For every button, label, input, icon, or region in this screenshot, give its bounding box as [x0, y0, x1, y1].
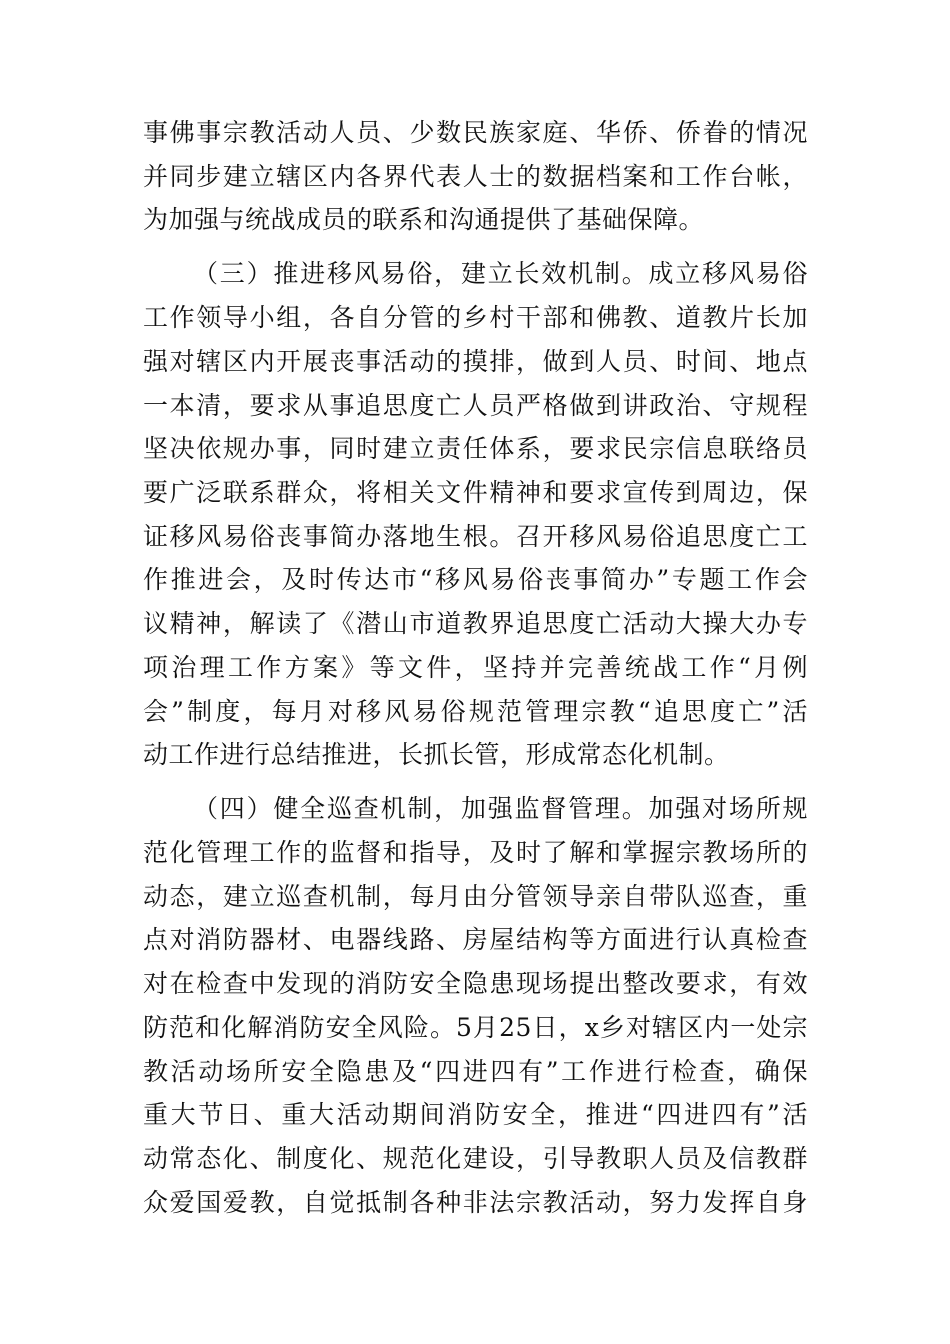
text-line: 范化管理工作的监督和指导，及时了解和掌握宗教场所的 — [143, 838, 808, 867]
text-line: 教活动场所安全隐患及“四进四有”工作进行检查，确保 — [143, 1057, 808, 1086]
text-line: 工作领导小组，各自分管的乡村干部和佛教、道教片长加 — [143, 303, 808, 332]
text-line: 为加强与统战成员的联系和沟通提供了基础保障。 — [143, 205, 705, 234]
text-line: 动常态化、制度化、规范化建设，引导教职人员及信教群 — [143, 1144, 808, 1173]
text-line: 作推进会，及时传达市“移风易俗丧事简办”专题工作会 — [143, 565, 808, 594]
text-line: 点对消防器材、电器线路、房屋结构等方面进行认真检查 — [143, 925, 808, 954]
section-heading-3: （三）推进移风易俗，建立长效机制。成立移风易俗 — [193, 259, 808, 288]
text-line: 重大节日、重大活动期间消防安全，推进“四进四有”活 — [143, 1100, 808, 1129]
text-line: 防范和化解消防安全风险。5月25日，x乡对辖区内一处宗 — [143, 1013, 808, 1042]
text-line: 强对辖区内开展丧事活动的摸排，做到人员、时间、地点 — [143, 347, 808, 376]
text-line: 对在检查中发现的消防安全隐患现场提出整改要求，有效 — [143, 969, 808, 998]
text-line: 众爱国爱教，自觉抵制各种非法宗教活动，努力发挥自身 — [143, 1188, 808, 1217]
section-heading-4: （四）健全巡查机制，加强监督管理。加强对场所规 — [193, 794, 808, 823]
text-line: 动态，建立巡查机制，每月由分管领导亲自带队巡查，重 — [143, 882, 808, 911]
text-line: 并同步建立辖区内各界代表人士的数据档案和工作台帐， — [143, 162, 808, 191]
text-line: 议精神，解读了《潜山市道教界追思度亡活动大操大办专 — [143, 609, 808, 638]
text-line: 坚决依规办事，同时建立责任体系，要求民宗信息联络员 — [143, 434, 808, 463]
text-line: 要广泛联系群众，将相关文件精神和要求宣传到周边，保 — [143, 478, 808, 507]
text-line: 项治理工作方案》等文件，坚持并完善统战工作“月例 — [143, 653, 808, 682]
text-line: 会”制度，每月对移风易俗规范管理宗教“追思度亡”活 — [143, 697, 808, 726]
text-line: 一本清，要求从事追思度亡人员严格做到讲政治、守规程 — [143, 391, 808, 420]
text-line: 事佛事宗教活动人员、少数民族家庭、华侨、侨眷的情况 — [143, 118, 808, 147]
text-line: 动工作进行总结推进，长抓长管，形成常态化机制。 — [143, 740, 730, 769]
text-line: 证移风易俗丧事简办落地生根。召开移风易俗追思度亡工 — [143, 522, 808, 551]
